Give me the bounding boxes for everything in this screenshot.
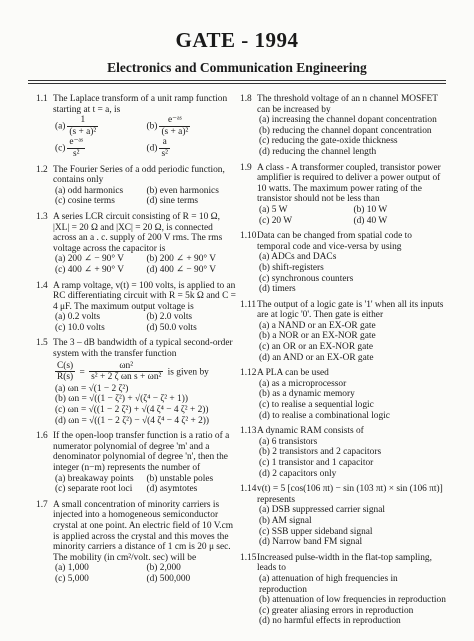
question-number: 1.5 [36,338,48,349]
option: (b) 10 W [353,204,388,215]
option [145,115,237,137]
option-label: (d) [146,143,158,154]
option-label: (b) [146,121,158,132]
option: (b) AM signal [259,515,312,526]
option: (c) greater aliasing errors in reproduction [259,605,414,616]
option: (c) ωn = √((1 − 2 ζ²) + √(4 ζ⁴ − 4 ζ² + 2)) [55,405,209,416]
option: (b) unstable poles [146,473,214,484]
option: (d) no harmful effects in reproduction [259,616,401,627]
fraction-rhs [89,361,163,383]
question-item [240,484,446,548]
option: (a) odd harmonics [55,185,124,196]
option: (a) 0.2 volts [55,312,101,323]
question-text: The Laplace transform of a unit ramp function starting at t = a, is [53,94,228,115]
option-label: (a) [55,121,66,132]
fraction-denominator: s² [161,148,168,159]
option: (b) a NOR or an EX-NOR gate [259,331,376,342]
fraction-denominator: R(s) [57,372,74,383]
option: (d) 400 ∠ − 90° V [146,264,217,275]
option: (d) 2 capacitors only [259,468,337,479]
fraction-lhs [55,361,75,383]
option: (c) 10.0 volts [55,322,105,333]
option: (c) 1 transistor and 1 capacitor [259,458,374,468]
option: (a) ωn = √(1 − 2 ζ²) [55,383,129,394]
option-label: (c) [55,143,66,154]
question-text: v(t) = 5 [cos(106 πt) − sin (103 πt) × sin (106 πt)] represents [257,484,443,505]
option: (b) ωn = √((1 − ζ²) + √(ζ⁴ − ζ² + 1)) [55,394,188,405]
fraction-denominator: s² + 2 ζ ωn s + ωn² [91,372,162,383]
question-text: Data can be changed from spatial code to temporal code and vice-versa by using [257,231,412,252]
question-text: If the open-loop transfer function is a ratio of a numerator polynomial of degree 'm' and a denominator polynomial of degree 'n', then the integer (n−m) represents the number of [53,431,230,473]
option: (a) increasing the channel dopant concentration [259,115,437,126]
fraction-numerator: ωn² [89,361,163,373]
question-number: 1.9 [240,162,252,173]
question-item [240,163,446,227]
question-item [240,368,446,421]
question-number: 1.4 [36,280,48,291]
option: (d) sine terms [146,196,199,207]
option-fraction [159,115,190,137]
option: (b) attenuation of low frequencies in reproduction [259,595,446,606]
fraction-denominator: s² [73,148,80,159]
option: (d) ωn = √((1 − 2 ζ²) − √(4 ζ⁴ − 4 ζ² + 2)) [55,415,210,426]
option: (a) breakaway points [55,473,134,484]
option-fraction [159,137,169,159]
question-item [36,281,236,334]
transfer-function: $\frac{C(s)}{R(s)}$ = $\frac{\text{ωn²}}{\text{s² + 2 ζ ωn s + ωn²}}$ is given by [57,360,209,383]
option-fraction [67,137,85,159]
option: (b) even harmonics [146,185,219,196]
option: (a) attenuation of high frequencies in reproduction [259,573,398,595]
question-text: A series LCR circuit consisting of R = 10 Ω, |XL| = 20 Ω and |XC| = 20 Ω, is connected across an a . c. supply of 200 V rms. The rms voltage across the capacitor is [53,211,223,254]
question-number: 1.13 [240,426,257,437]
page-subtitle: Electronics and Communication Engineering [107,60,367,75]
option-grid [53,186,236,207]
question-item [240,231,446,295]
question-item [36,165,236,207]
option: (b) 2 transistors and 2 capacitors [259,447,382,458]
question-text: A dynamic RAM consists of [257,426,364,437]
question-text: A PLA can be used [257,368,329,379]
option: (a) ADCs and DACs [259,252,337,263]
option: (d) Narrow band FM signal [259,537,363,548]
question-item [36,431,236,495]
question-number: 1.2 [36,164,48,175]
fraction-numerator: 1 [67,115,98,127]
option: (c) 400 ∠ + 90° V [55,264,125,275]
option: (a) as a microprocessor [259,378,347,389]
question-item [240,94,446,158]
question-item [36,94,236,160]
option: (c) an OR or an EX-NOR gate [259,342,374,353]
option: (c) reducing the gate-oxide thickness [259,136,398,147]
fraction-denominator: (s + a)² [161,126,189,137]
option: (b) reducing the channel dopant concentration [259,125,432,136]
header-rule-bottom [28,83,446,84]
option: (d) timers [259,284,296,295]
question-item [36,212,236,276]
fraction-numerator: e⁻ᵃˢ [159,115,190,127]
option: (d) 50.0 volts [146,322,197,333]
option: (d) reducing the channel length [259,146,377,157]
option: (c) synchronous counters [259,273,354,284]
option: (c) SSB upper sideband signal [259,526,373,537]
question-item [36,500,236,585]
fraction-denominator: (s + a)² [69,126,97,137]
question-text: The Fourier Series of a odd periodic function, contains only [53,164,225,186]
question-number: 1.14 [240,484,257,495]
option: (c) 20 W [259,215,293,226]
question-text: The threshold voltage of an n channel MOSFET can be increased by [257,94,438,115]
option: (b) as a dynamic memory [259,389,355,400]
option: (c) separate root loci [55,484,133,495]
option: (a) a NAND or an EX-OR gate [259,320,376,331]
option-grid [53,254,236,275]
option: (a) 1,000 [55,563,89,574]
option: (d) 40 W [353,215,388,226]
question-number: 1.12 [240,368,257,379]
page-title: GATE - 1994 [175,28,299,52]
option [145,137,237,159]
option-grid [53,115,236,159]
question-number: 1.6 [36,431,48,442]
option [53,115,145,137]
transfer-function-tail: is given by [167,366,209,377]
question-text: A small concentration of minority carriers is injected into a homogeneous semiconductor crystal at one point. An electric field of 10 V.cm is applied across the crystal and this moves the minority carriers a distance of 1 cm is 20 μ sec. The mobility (in cm²/volt. sec) will be [53,499,234,563]
question-text: The 3 – dB bandwidth of a typical second-order system with the transfer function [53,338,233,360]
option: (b) 200 ∠ + 90° V [146,254,217,265]
option: (d) an AND or an EX-OR gate [259,352,374,363]
option: (a) 200 ∠ − 90° V [55,254,125,265]
question-item [36,338,236,426]
option-grid [53,474,236,495]
question-text: A class - A transformer coupled, transistor power amplifier is required to deliver a power output of 10 watts. The maximum power rating of the transistor should not be less than [257,162,441,205]
question-number: 1.7 [36,499,48,510]
option-grid [257,205,446,226]
option: (a) 5 W [259,204,288,215]
option-grid [53,312,236,333]
question-item [240,426,446,479]
option: (d) 500,000 [146,573,191,584]
option-fraction [67,115,98,137]
question-number: 1.11 [240,299,257,310]
option: (b) shift-registers [259,262,324,273]
question-text: The output of a logic gate is '1' when all its inputs are at logic '0'. Then gate is either [257,299,444,321]
question-item [240,300,446,364]
option [53,137,145,159]
option: (a) DSB suppressed carrier signal [259,505,386,516]
option: (c) cosine terms [55,196,115,207]
fraction-numerator: e⁻ᵃˢ [69,137,84,148]
question-text: A ramp voltage, v(t) = 100 volts, is applied to an RC differentiating circuit with R = 5k Ω and C = 4 μF. The maximum output voltage is [53,280,236,312]
option: (c) 5,000 [55,573,89,584]
question-number: 1.8 [240,94,252,104]
option: (d) asymtotes [146,484,198,495]
header-rule-top [28,80,446,81]
option-grid [53,563,236,584]
question-number: 1.10 [240,231,257,242]
question-item [240,553,446,627]
option: (c) to realise a sequential logic [259,400,374,411]
question-number: 1.15 [240,552,257,563]
option: (b) 2,000 [146,563,181,574]
option: (d) to realise a combinational logic [259,410,390,421]
option: (a) 6 transistors [259,436,318,447]
question-number: 1.3 [36,211,48,222]
question-text: Increased pulse-width in the flat-top sampling, leads to [257,552,432,574]
fraction-numerator: a [159,137,169,149]
option: (b) 2.0 volts [146,312,193,323]
left-column [36,94,236,590]
question-number: 1.1 [36,94,48,104]
fraction-numerator: C(s) [57,360,74,371]
right-column [240,94,446,632]
